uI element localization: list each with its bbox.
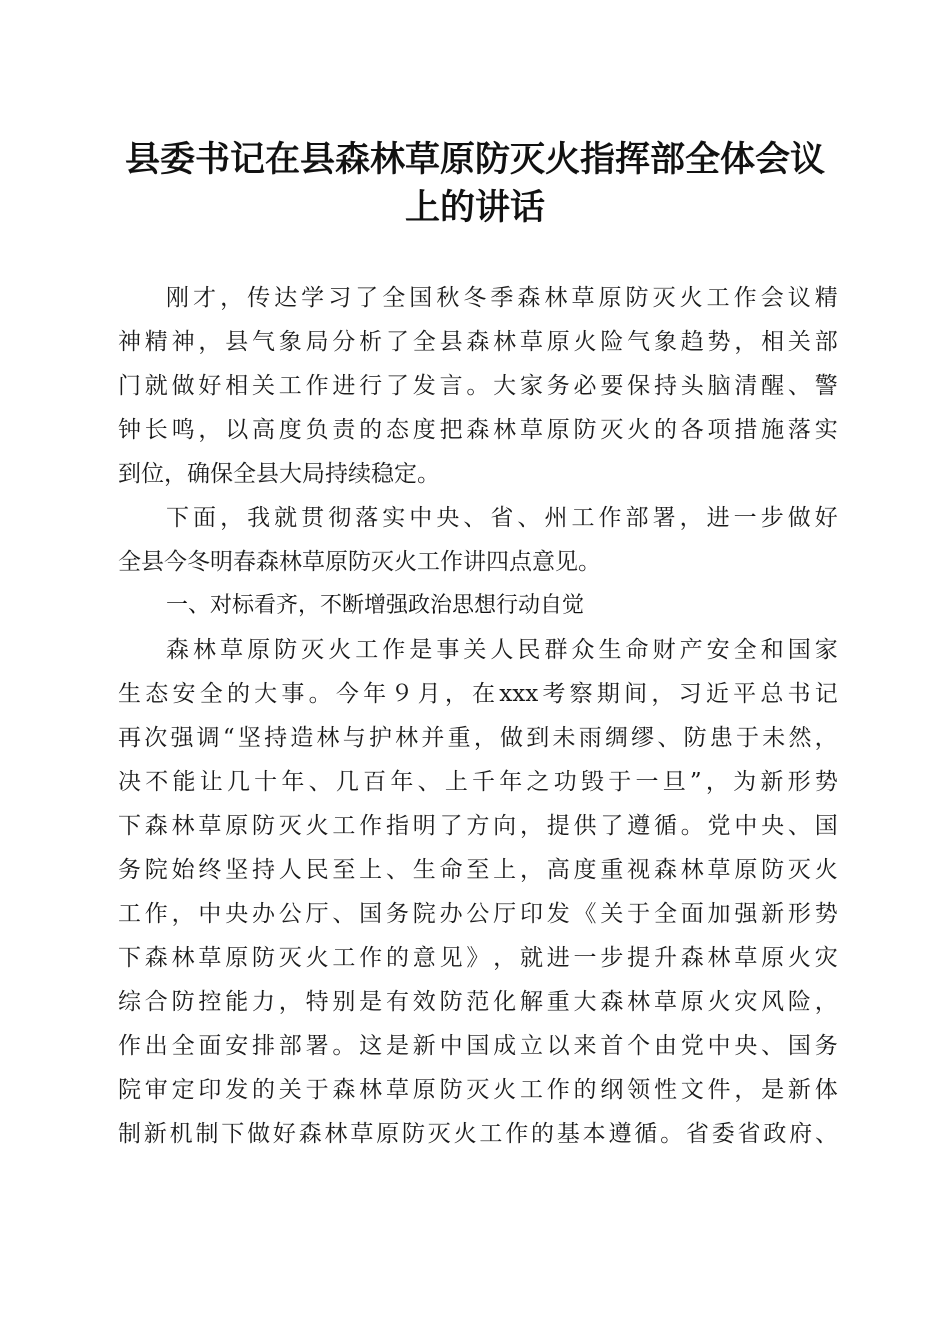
paragraph-line: 再 次 强 调 “ 坚 持 造 林 与 护 林 并 重 ， 做 到 未 雨 绸 缪 、 防 患 于 未 然 ， bbox=[118, 725, 838, 751]
paragraph-line: 生 态 安 全 的 大 事 。 今 年 ９ 月 ， 在 xxx 考 察 期 间 ， 习 近 平 总 书 记 bbox=[118, 681, 838, 707]
paragraph-line: 决 不 能 让 几 十 年 、 几 百 年 、 上 千 年 之 功 毁 于 一 旦 ” ， 为 新 形 势 bbox=[118, 769, 838, 795]
paragraph-line: 下 面 ， 我 就 贯 彻 落 实 中 央 、 省 、 州 工 作 部 署 ， 进 一 步 做 好 bbox=[166, 505, 838, 531]
paragraph-line: 院 审 定 印 发 的 关 于 森 林 草 原 防 灭 火 工 作 的 纲 领 性 文 件 ， 是 新 体 bbox=[118, 1077, 838, 1103]
paragraph-line: 下 森 林 草 原 防 灭 火 工 作 指 明 了 方 向 ， 提 供 了 遵 循 。 党 中 央 、 国 bbox=[118, 813, 838, 839]
paragraph-line: 森 林 草 原 防 灭 火 工 作 是 事 关 人 民 群 众 生 命 财 产 安 全 和 国 家 bbox=[166, 637, 838, 663]
paragraph-line: 神 精 神 ， 县 气 象 局 分 析 了 全 县 森 林 草 原 火 险 气 象 趋 势 ， 相 关 部 bbox=[118, 329, 838, 355]
paragraph-line: 务 院 始 终 坚 持 人 民 至 上 、 生 命 至 上 ， 高 度 重 视 森 林 草 原 防 灭 火 bbox=[118, 857, 838, 883]
paragraph-line: 全县今冬明春森林草原防灭火工作讲四点意见。 bbox=[118, 549, 601, 575]
document-title-line-2: 上的讲话 bbox=[404, 187, 545, 228]
paragraph-line: 作 出 全 面 安 排 部 署 。 这 是 新 中 国 成 立 以 来 首 个 由 党 中 央 、 国 务 bbox=[118, 1033, 838, 1059]
document-title-line-1: 县委书记在县森林草原防灭火指挥部全体会议 bbox=[124, 139, 825, 180]
paragraph-line: 钟 长 鸣 ， 以 高 度 负 责 的 态 度 把 森 林 草 原 防 灭 火 的 各 项 措 施 落 实 bbox=[118, 417, 838, 443]
paragraph-line: 门 就 做 好 相 关 工 作 进 行 了 发 言 。 大 家 务 必 要 保 持 头 脑 清 醒 、 警 bbox=[118, 373, 838, 399]
paragraph-line: 制 新 机 制 下 做 好 森 林 草 原 防 灭 火 工 作 的 基 本 遵 循 。 省 委 省 政 府 、 bbox=[118, 1121, 838, 1147]
paragraph-line: 下 森 林 草 原 防 灭 火 工 作 的 意 见 》 ， 就 进 一 步 提 升 森 林 草 原 火 灾 bbox=[118, 945, 838, 971]
paragraph-line: 工 作 ， 中 央 办 公 厅 、 国 务 院 办 公 厅 印 发 《 关 于 全 面 加 强 新 形 势 bbox=[118, 901, 838, 927]
paragraph-line: 刚 才 ， 传 达 学 习 了 全 国 秋 冬 季 森 林 草 原 防 灭 火 工 作 会 议 精 bbox=[166, 285, 838, 311]
paragraph-line: 到位，确保全县大局持续稳定。 bbox=[118, 461, 440, 487]
section-heading: 一、对标看齐，不断增强政治思想行动自觉 bbox=[166, 593, 585, 618]
paragraph-line: 综 合 防 控 能 力 ， 特 别 是 有 效 防 范 化 解 重 大 森 林 草 原 火 灾 风 险 ， bbox=[118, 989, 838, 1015]
document-body bbox=[118, 276, 838, 1156]
